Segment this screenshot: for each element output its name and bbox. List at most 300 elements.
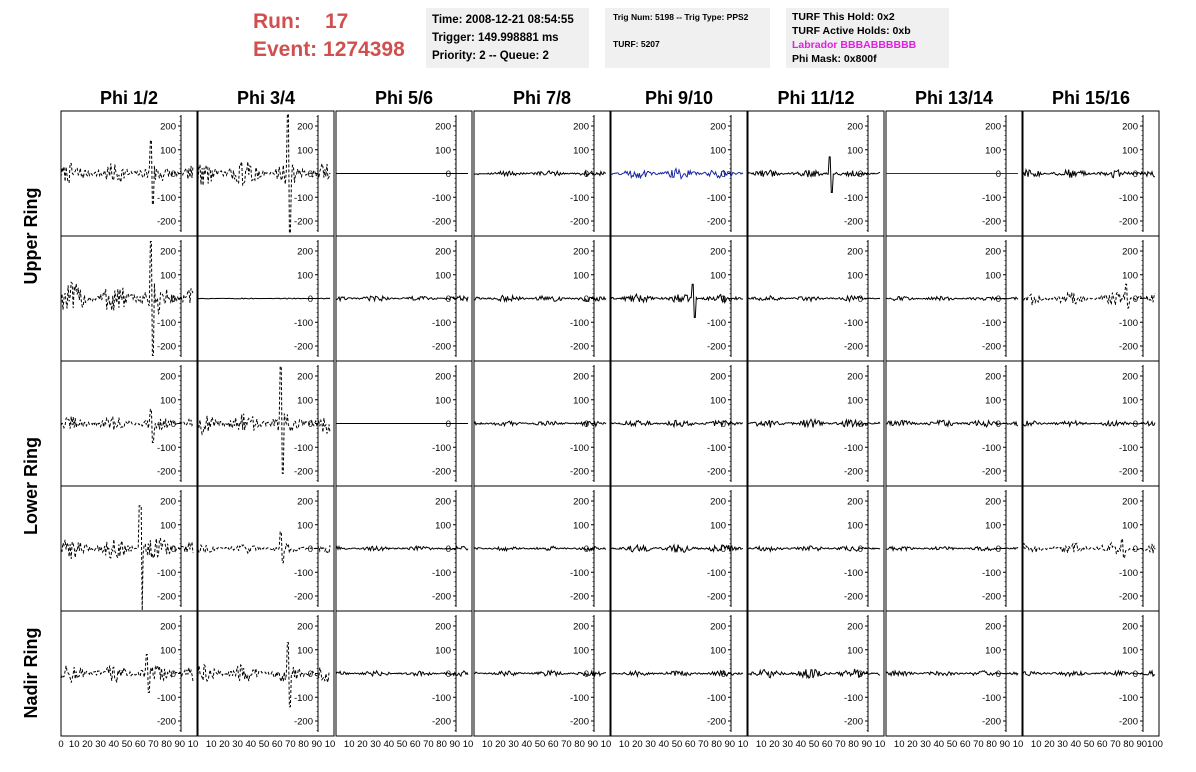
x-tick-label: 10 (893, 739, 905, 750)
x-tick-label: 40 (795, 739, 807, 750)
y-tick-label: 200 (710, 621, 726, 633)
y-tick-label: 100 (435, 270, 451, 282)
x-tick-label: 50 (258, 739, 270, 750)
y-tick-label: 100 (297, 145, 313, 157)
x-tick-label: 20 (907, 739, 918, 750)
y-tick-label: 200 (847, 496, 863, 508)
y-tick-label: 0 (583, 419, 589, 430)
x-tick-label: 30 (782, 739, 793, 750)
y-tick-label: 100 (573, 520, 589, 532)
y-tick-label: 100 (847, 520, 863, 532)
y-tick-label: 200 (573, 121, 589, 133)
x-tick-label: 80 (711, 739, 722, 750)
panel-frame (611, 486, 747, 611)
y-tick-label: -100 (843, 567, 863, 579)
y-tick-label: -100 (1118, 192, 1138, 204)
y-tick-label: 200 (297, 496, 313, 508)
x-tick-label: 10 (343, 739, 355, 750)
x-tick-label: 10 (481, 739, 493, 750)
y-tick-label: -200 (156, 716, 176, 728)
y-tick-label: 0 (857, 419, 863, 430)
y-tick-label: -200 (706, 341, 726, 353)
y-tick-label: -100 (1118, 317, 1138, 329)
y-tick-label: 0 (307, 544, 313, 555)
y-tick-label: -200 (843, 341, 863, 353)
y-tick-label: 200 (573, 621, 589, 633)
labrador-text: Labrador BBBABBBBBB (792, 39, 917, 51)
y-tick-label: -100 (569, 317, 589, 329)
y-tick-label: 200 (160, 121, 176, 133)
x-tick-label: 70 (561, 739, 572, 750)
x-tick-label: 90 (999, 739, 1011, 750)
y-tick-label: 200 (985, 121, 1001, 133)
y-tick-label: 100 (1122, 145, 1138, 157)
y-tick-label: 0 (445, 419, 451, 430)
y-tick-label: -200 (431, 341, 451, 353)
row-title: Nadir Ring (21, 627, 41, 719)
y-tick-label: 0 (307, 419, 313, 430)
x-tick-label: 10 (618, 739, 630, 750)
y-tick-label: -200 (1118, 216, 1138, 228)
x-tick-label: 10 (874, 739, 886, 750)
x-tick-label: 70 (148, 739, 159, 750)
panel-frame (611, 361, 747, 486)
y-tick-label: -100 (1118, 692, 1138, 704)
y-tick-label: 0 (720, 544, 726, 555)
x-tick-label: 30 (370, 739, 381, 750)
y-tick-label: -200 (706, 466, 726, 478)
x-tick-label: 60 (959, 739, 971, 750)
phi-mask-text: Phi Mask: 0x800f (792, 53, 877, 65)
x-tick-label: 40 (658, 739, 670, 750)
y-tick-label: -200 (569, 716, 589, 728)
column-title: Phi 3/4 (236, 88, 296, 108)
y-tick-label: 0 (1132, 669, 1138, 680)
y-tick-label: 200 (985, 496, 1001, 508)
y-tick-label: 100 (710, 520, 726, 532)
y-tick-label: -100 (706, 317, 726, 329)
y-tick-label: -200 (569, 591, 589, 603)
y-tick-label: 0 (445, 669, 451, 680)
y-tick-label: -100 (431, 692, 451, 704)
column-title: Phi 11/12 (777, 88, 855, 108)
y-tick-label: 0 (857, 294, 863, 305)
run-value: 17 (325, 10, 349, 33)
column-title: Phi 1/2 (99, 88, 159, 108)
y-tick-label: 200 (435, 121, 451, 133)
waveform-series (611, 284, 743, 317)
x-tick-label: 30 (1057, 739, 1068, 750)
x-tick-label: 10 (205, 739, 217, 750)
y-tick-label: 100 (573, 270, 589, 282)
y-tick-label: -200 (293, 716, 313, 728)
y-tick-label: 100 (573, 645, 589, 657)
y-tick-label: -100 (981, 567, 1001, 579)
y-tick-label: -100 (569, 192, 589, 204)
x-tick-label: 30 (508, 739, 519, 750)
y-tick-label: 0 (445, 294, 451, 305)
x-tick-label: 80 (298, 739, 309, 750)
x-tick-label: 70 (423, 739, 434, 750)
y-tick-label: 100 (1122, 520, 1138, 532)
y-tick-label: 100 (297, 270, 313, 282)
y-tick-label: 100 (847, 645, 863, 657)
y-tick-label: -200 (431, 591, 451, 603)
y-tick-label: -100 (569, 442, 589, 454)
x-tick-label: 60 (134, 739, 146, 750)
column-title: Phi 9/10 (644, 88, 714, 108)
y-tick-label: -100 (706, 442, 726, 454)
y-tick-label: 100 (160, 145, 176, 157)
x-tick-label: 40 (521, 739, 533, 750)
y-tick-label: 200 (710, 121, 726, 133)
x-tick-label: 80 (848, 739, 859, 750)
y-tick-label: 100 (985, 145, 1001, 157)
x-tick-label: 60 (271, 739, 283, 750)
x-tick-label: 50 (808, 739, 820, 750)
y-tick-label: 200 (847, 246, 863, 258)
y-tick-label: -200 (156, 341, 176, 353)
x-tick-label: 30 (95, 739, 106, 750)
y-tick-label: -200 (706, 591, 726, 603)
y-tick-label: 200 (435, 496, 451, 508)
x-tick-label: 10 (324, 739, 336, 750)
panel-frame (61, 236, 197, 361)
y-tick-label: -200 (843, 591, 863, 603)
x-tick-label: 40 (245, 739, 257, 750)
waveform-series (61, 655, 193, 693)
y-tick-label: 200 (985, 621, 1001, 633)
y-tick-label: 0 (170, 419, 176, 430)
x-tick-label: 40 (1070, 739, 1082, 750)
y-tick-label: -200 (569, 216, 589, 228)
y-tick-label: 100 (160, 645, 176, 657)
x-tick-label: 60 (821, 739, 833, 750)
x-tick-label: 50 (1083, 739, 1095, 750)
y-tick-label: 100 (847, 145, 863, 157)
column-title: Phi 15/16 (1051, 88, 1131, 108)
panel-frame (611, 611, 747, 736)
x-tick-label: 70 (973, 739, 984, 750)
x-tick-label: 50 (121, 739, 133, 750)
y-tick-label: 0 (445, 544, 451, 555)
y-tick-label: 100 (573, 145, 589, 157)
y-tick-label: 0 (307, 294, 313, 305)
y-tick-label: 200 (1122, 496, 1138, 508)
y-tick-label: 200 (847, 621, 863, 633)
y-tick-label: 200 (1122, 371, 1138, 383)
y-tick-label: 100 (1122, 270, 1138, 282)
y-tick-label: 100 (847, 270, 863, 282)
x-tick-label: 10 (1030, 739, 1042, 750)
trigger-text: Trigger: 149.998881 ms (432, 32, 559, 44)
x-tick-label: 10 (462, 739, 474, 750)
y-tick-label: 0 (857, 669, 863, 680)
waveform-series (474, 171, 606, 177)
row-title: Upper Ring (21, 187, 41, 285)
y-tick-label: 100 (435, 645, 451, 657)
y-tick-label: -200 (156, 466, 176, 478)
trig-num-text: Trig Num: 5198 -- Trig Type: PPS2 (613, 12, 749, 22)
y-tick-label: -200 (1118, 591, 1138, 603)
y-tick-label: -100 (843, 692, 863, 704)
x-tick-label: 60 (684, 739, 696, 750)
y-tick-label: 200 (435, 371, 451, 383)
x-tick-label: 40 (108, 739, 120, 750)
y-tick-label: -100 (293, 442, 313, 454)
x-tick-label: 60 (1096, 739, 1108, 750)
y-tick-label: 200 (985, 246, 1001, 258)
x-tick-label: 20 (632, 739, 643, 750)
y-tick-label: -200 (706, 216, 726, 228)
turf-text: TURF: 5207 (613, 39, 660, 49)
y-tick-label: -100 (293, 317, 313, 329)
y-tick-label: 200 (573, 371, 589, 383)
x-tick-label: 30 (920, 739, 931, 750)
y-tick-label: 0 (170, 544, 176, 555)
priority-text: Priority: 2 -- Queue: 2 (432, 50, 549, 62)
y-tick-label: -100 (293, 192, 313, 204)
run-label: Run: (253, 10, 301, 33)
y-tick-label: 0 (720, 294, 726, 305)
y-tick-label: 200 (435, 246, 451, 258)
y-tick-label: -100 (156, 567, 176, 579)
y-tick-label: 200 (297, 121, 313, 133)
y-tick-label: -100 (981, 317, 1001, 329)
y-tick-label: 200 (985, 371, 1001, 383)
y-tick-label: -100 (843, 442, 863, 454)
y-tick-label: 0 (995, 169, 1001, 180)
waveform-series (198, 298, 330, 299)
column-title: Phi 7/8 (512, 88, 572, 108)
y-tick-label: 0 (995, 669, 1001, 680)
column-title: Phi 13/14 (914, 88, 994, 108)
y-tick-label: 100 (160, 520, 176, 532)
y-tick-label: 100 (1122, 395, 1138, 407)
y-tick-label: -200 (293, 341, 313, 353)
y-tick-label: -100 (981, 192, 1001, 204)
y-tick-label: 0 (170, 294, 176, 305)
y-tick-label: -200 (981, 341, 1001, 353)
y-tick-label: 0 (1132, 294, 1138, 305)
y-tick-label: 200 (1122, 246, 1138, 258)
y-tick-label: 0 (1132, 419, 1138, 430)
y-tick-label: 200 (710, 371, 726, 383)
y-tick-label: 0 (583, 294, 589, 305)
x-tick-label: 90 (861, 739, 873, 750)
x-tick-label: 80 (436, 739, 447, 750)
y-tick-label: 0 (857, 169, 863, 180)
y-tick-label: 100 (985, 270, 1001, 282)
y-tick-label: -100 (706, 567, 726, 579)
y-tick-label: -200 (293, 216, 313, 228)
y-tick-label: -200 (981, 716, 1001, 728)
y-tick-label: -100 (706, 692, 726, 704)
x-tick-label: 90 (311, 739, 323, 750)
x-tick-label: 40 (933, 739, 945, 750)
y-tick-label: -200 (431, 466, 451, 478)
x-tick-label: 20 (357, 739, 368, 750)
x-tick-label: 20 (1044, 739, 1055, 750)
x-tick-label: 90 (1136, 739, 1148, 750)
x-tick-label: 70 (1110, 739, 1121, 750)
x-tick-label: 80 (1123, 739, 1134, 750)
y-tick-label: 100 (985, 645, 1001, 657)
x-tick-label: 60 (409, 739, 421, 750)
y-tick-label: 100 (297, 520, 313, 532)
y-tick-label: 100 (710, 645, 726, 657)
y-tick-label: 0 (307, 169, 313, 180)
x-tick-label: 70 (698, 739, 709, 750)
x-tick-label: 90 (724, 739, 736, 750)
y-tick-label: 0 (995, 419, 1001, 430)
y-tick-label: 0 (307, 669, 313, 680)
y-tick-label: 100 (985, 395, 1001, 407)
y-tick-label: 100 (297, 645, 313, 657)
y-tick-label: 0 (170, 669, 176, 680)
y-tick-label: 0 (720, 169, 726, 180)
turf-hold-text: TURF This Hold: 0x2 (792, 11, 895, 23)
y-tick-label: -200 (293, 591, 313, 603)
y-tick-label: -200 (156, 216, 176, 228)
x-tick-label: 90 (449, 739, 461, 750)
event-label: Event: (253, 38, 318, 61)
y-tick-label: -100 (1118, 567, 1138, 579)
y-tick-label: 0 (857, 544, 863, 555)
x-tick-label: 30 (232, 739, 243, 750)
time-text: Time: 2008-12-21 08:54:55 (432, 14, 574, 26)
y-tick-label: -200 (431, 716, 451, 728)
y-tick-label: 0 (995, 544, 1001, 555)
y-tick-label: -200 (1118, 466, 1138, 478)
y-tick-label: -200 (843, 216, 863, 228)
y-tick-label: 200 (1122, 621, 1138, 633)
y-tick-label: 100 (985, 520, 1001, 532)
turf-active-text: TURF Active Holds: 0xb (792, 25, 911, 37)
y-tick-label: 0 (1132, 169, 1138, 180)
y-tick-label: -100 (706, 192, 726, 204)
y-tick-label: -200 (981, 591, 1001, 603)
y-tick-label: 100 (160, 395, 176, 407)
panel-frame (611, 111, 747, 236)
x-tick-label: 10 (737, 739, 749, 750)
x-tick-label: 50 (534, 739, 546, 750)
x-tick-label: 10 (68, 739, 80, 750)
x-tick-label: 90 (174, 739, 186, 750)
x-tick-label: 90 (587, 739, 599, 750)
x-tick-label: 20 (82, 739, 93, 750)
y-tick-label: 0 (995, 294, 1001, 305)
y-tick-label: 200 (710, 496, 726, 508)
y-tick-label: 200 (160, 371, 176, 383)
y-tick-label: 200 (297, 371, 313, 383)
y-tick-label: -100 (431, 442, 451, 454)
y-tick-label: 100 (573, 395, 589, 407)
x-tick-label: 10 (755, 739, 767, 750)
y-tick-label: 200 (573, 496, 589, 508)
y-tick-label: -100 (293, 692, 313, 704)
y-tick-label: 100 (297, 395, 313, 407)
y-tick-label: -100 (981, 442, 1001, 454)
y-tick-label: 100 (435, 395, 451, 407)
y-tick-label: 100 (435, 145, 451, 157)
x-tick-label: 40 (383, 739, 395, 750)
y-tick-label: -200 (569, 341, 589, 353)
y-tick-label: 0 (583, 669, 589, 680)
y-tick-label: -200 (981, 216, 1001, 228)
y-tick-label: -200 (843, 466, 863, 478)
y-tick-label: -100 (431, 317, 451, 329)
y-tick-label: 200 (847, 371, 863, 383)
x-tick-label: 80 (161, 739, 172, 750)
y-tick-label: 200 (160, 621, 176, 633)
y-tick-label: -200 (843, 716, 863, 728)
y-tick-label: -200 (981, 466, 1001, 478)
x-tick-label: 80 (986, 739, 997, 750)
column-title: Phi 5/6 (374, 88, 434, 108)
x-tick-label: 70 (285, 739, 296, 750)
y-tick-label: -100 (431, 192, 451, 204)
y-tick-label: -200 (706, 716, 726, 728)
y-tick-label: 100 (710, 395, 726, 407)
x-tick-label: 10 (600, 739, 612, 750)
y-tick-label: 200 (710, 246, 726, 258)
y-tick-label: 0 (445, 169, 451, 180)
y-tick-label: 0 (170, 169, 176, 180)
x-tick-label: 50 (671, 739, 683, 750)
x-tick-label: 20 (495, 739, 506, 750)
y-tick-label: -100 (293, 567, 313, 579)
x-tick-label: 80 (574, 739, 585, 750)
y-tick-label: -200 (569, 466, 589, 478)
event-value: 1274398 (323, 38, 405, 61)
y-tick-label: 0 (720, 669, 726, 680)
x-tick-label: 60 (547, 739, 559, 750)
y-tick-label: -100 (156, 317, 176, 329)
y-tick-label: 0 (583, 544, 589, 555)
y-tick-label: 100 (160, 270, 176, 282)
y-tick-label: 200 (573, 246, 589, 258)
y-tick-label: -100 (569, 692, 589, 704)
y-tick-label: -200 (1118, 341, 1138, 353)
y-tick-label: 200 (160, 496, 176, 508)
y-tick-label: 100 (710, 270, 726, 282)
y-tick-label: -200 (156, 591, 176, 603)
x-tick-label: 70 (835, 739, 846, 750)
y-tick-label: -100 (431, 567, 451, 579)
y-tick-label: 200 (160, 246, 176, 258)
y-tick-label: -200 (431, 216, 451, 228)
y-tick-label: 200 (435, 621, 451, 633)
y-tick-label: -100 (156, 192, 176, 204)
x-tick-label: 10 (1012, 739, 1024, 750)
x-tick-label: 30 (645, 739, 656, 750)
y-tick-label: 200 (297, 246, 313, 258)
y-tick-label: 200 (847, 121, 863, 133)
y-tick-label: 100 (710, 145, 726, 157)
x-tick-label: 100 (1147, 739, 1163, 750)
y-tick-label: 0 (583, 169, 589, 180)
y-tick-label: 100 (1122, 645, 1138, 657)
x-tick-label: 20 (769, 739, 780, 750)
y-tick-label: -100 (843, 317, 863, 329)
x-tick-label: 50 (396, 739, 408, 750)
y-tick-label: -100 (1118, 442, 1138, 454)
y-tick-label: -200 (1118, 716, 1138, 728)
x-tick-label: 10 (187, 739, 199, 750)
y-tick-label: 200 (297, 621, 313, 633)
x-tick-label: 0 (58, 739, 64, 750)
